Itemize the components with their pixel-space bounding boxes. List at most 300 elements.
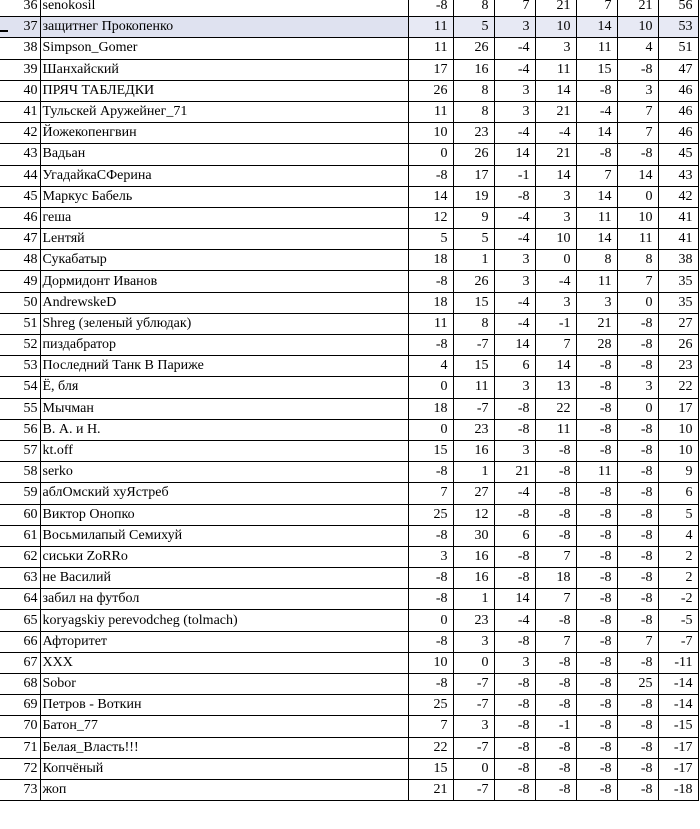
team-name-cell[interactable]: Копчёный: [40, 758, 408, 779]
score-cell[interactable]: 14: [576, 17, 617, 38]
score-cell[interactable]: 3: [535, 186, 576, 207]
table-row[interactable]: [0, 292, 698, 313]
score-cell[interactable]: -4: [535, 123, 576, 144]
table-row[interactable]: [0, 525, 698, 546]
table-row[interactable]: [0, 504, 698, 525]
score-cell[interactable]: 7: [535, 335, 576, 356]
score-cell[interactable]: -8: [576, 589, 617, 610]
total-points-cell[interactable]: -2: [658, 589, 698, 610]
team-name-cell[interactable]: Сукабатыр: [40, 250, 408, 271]
score-cell[interactable]: -4: [494, 483, 535, 504]
team-name-cell[interactable]: Маркус Бабель: [40, 186, 408, 207]
score-cell[interactable]: 18: [408, 250, 453, 271]
score-cell[interactable]: 14: [535, 356, 576, 377]
total-points-cell[interactable]: 46: [658, 101, 698, 122]
score-cell[interactable]: 5: [453, 17, 494, 38]
rank-cell[interactable]: 66: [0, 631, 40, 652]
table-row[interactable]: [0, 462, 698, 483]
total-points-cell[interactable]: 46: [658, 80, 698, 101]
score-cell[interactable]: 14: [576, 229, 617, 250]
score-cell[interactable]: -7: [453, 737, 494, 758]
score-cell[interactable]: -8: [576, 737, 617, 758]
team-name-cell[interactable]: senokosil: [40, 0, 408, 17]
score-cell[interactable]: 17: [408, 59, 453, 80]
score-cell[interactable]: 3: [576, 292, 617, 313]
score-cell[interactable]: 21: [617, 0, 658, 17]
total-points-cell[interactable]: 17: [658, 398, 698, 419]
team-name-cell[interactable]: Ё, бля: [40, 377, 408, 398]
rank-cell[interactable]: 47: [0, 229, 40, 250]
score-cell[interactable]: 30: [453, 525, 494, 546]
score-cell[interactable]: -8: [535, 652, 576, 673]
rank-cell[interactable]: 37: [0, 17, 40, 38]
total-points-cell[interactable]: -5: [658, 610, 698, 631]
score-cell[interactable]: -1: [494, 165, 535, 186]
rank-cell[interactable]: 45: [0, 186, 40, 207]
rank-cell[interactable]: 42: [0, 123, 40, 144]
rank-cell[interactable]: 38: [0, 38, 40, 59]
score-cell[interactable]: -4: [494, 610, 535, 631]
total-points-cell[interactable]: -18: [658, 779, 698, 800]
total-points-cell[interactable]: -15: [658, 716, 698, 737]
score-cell[interactable]: 15: [453, 292, 494, 313]
table-row[interactable]: [0, 313, 698, 334]
team-name-cell[interactable]: Вадьан: [40, 144, 408, 165]
score-cell[interactable]: -4: [494, 207, 535, 228]
table-row[interactable]: [0, 144, 698, 165]
score-cell[interactable]: 3: [494, 652, 535, 673]
score-cell[interactable]: 15: [576, 59, 617, 80]
score-cell[interactable]: 19: [453, 186, 494, 207]
score-cell[interactable]: -1: [535, 716, 576, 737]
score-cell[interactable]: -8: [494, 758, 535, 779]
total-points-cell[interactable]: 42: [658, 186, 698, 207]
score-cell[interactable]: 7: [617, 123, 658, 144]
score-cell[interactable]: -8: [617, 758, 658, 779]
score-cell[interactable]: 1: [453, 462, 494, 483]
rank-cell[interactable]: 64: [0, 589, 40, 610]
score-cell[interactable]: -8: [576, 631, 617, 652]
team-name-cell[interactable]: УгадайкаСФерина: [40, 165, 408, 186]
score-cell[interactable]: -8: [617, 568, 658, 589]
score-cell[interactable]: 21: [576, 313, 617, 334]
score-cell[interactable]: 8: [576, 250, 617, 271]
table-row[interactable]: [0, 419, 698, 440]
score-cell[interactable]: -8: [408, 674, 453, 695]
score-cell[interactable]: -8: [617, 440, 658, 461]
score-cell[interactable]: -8: [408, 165, 453, 186]
score-cell[interactable]: -8: [535, 779, 576, 800]
total-points-cell[interactable]: 9: [658, 462, 698, 483]
score-cell[interactable]: 3: [535, 292, 576, 313]
score-cell[interactable]: 11: [576, 38, 617, 59]
table-row[interactable]: [0, 80, 698, 101]
score-cell[interactable]: 11: [453, 377, 494, 398]
team-name-cell[interactable]: аблОмский хуЯстреб: [40, 483, 408, 504]
total-points-cell[interactable]: 51: [658, 38, 698, 59]
score-cell[interactable]: -7: [453, 335, 494, 356]
score-cell[interactable]: 3: [453, 716, 494, 737]
total-points-cell[interactable]: -7: [658, 631, 698, 652]
score-cell[interactable]: -8: [576, 758, 617, 779]
score-cell[interactable]: -8: [617, 356, 658, 377]
score-cell[interactable]: -7: [453, 398, 494, 419]
score-cell[interactable]: 9: [453, 207, 494, 228]
score-cell[interactable]: 8: [453, 313, 494, 334]
score-cell[interactable]: 10: [408, 123, 453, 144]
table-row[interactable]: [0, 59, 698, 80]
score-cell[interactable]: 18: [408, 292, 453, 313]
score-cell[interactable]: -8: [576, 504, 617, 525]
score-cell[interactable]: 18: [535, 568, 576, 589]
rank-cell[interactable]: 48: [0, 250, 40, 271]
score-cell[interactable]: -8: [576, 377, 617, 398]
score-cell[interactable]: -8: [576, 483, 617, 504]
table-row[interactable]: [0, 589, 698, 610]
table-row[interactable]: [0, 483, 698, 504]
score-cell[interactable]: -8: [535, 525, 576, 546]
total-points-cell[interactable]: -17: [658, 737, 698, 758]
total-points-cell[interactable]: 10: [658, 440, 698, 461]
team-name-cell[interactable]: забил на футбол: [40, 589, 408, 610]
team-name-cell[interactable]: koryagskiy perevodcheg (tolmach): [40, 610, 408, 631]
score-cell[interactable]: 23: [453, 610, 494, 631]
score-cell[interactable]: -8: [494, 398, 535, 419]
score-cell[interactable]: -8: [535, 674, 576, 695]
score-cell[interactable]: 0: [408, 144, 453, 165]
score-cell[interactable]: -8: [617, 695, 658, 716]
score-cell[interactable]: 7: [535, 631, 576, 652]
score-cell[interactable]: 16: [453, 546, 494, 567]
score-cell[interactable]: -8: [617, 737, 658, 758]
score-cell[interactable]: -8: [535, 695, 576, 716]
score-cell[interactable]: 3: [535, 207, 576, 228]
score-cell[interactable]: -8: [576, 80, 617, 101]
score-cell[interactable]: -8: [576, 398, 617, 419]
total-points-cell[interactable]: 5: [658, 504, 698, 525]
score-cell[interactable]: 11: [576, 271, 617, 292]
total-points-cell[interactable]: -14: [658, 674, 698, 695]
score-cell[interactable]: 0: [617, 398, 658, 419]
score-cell[interactable]: 26: [408, 80, 453, 101]
table-row[interactable]: [0, 250, 698, 271]
score-cell[interactable]: 22: [408, 737, 453, 758]
score-cell[interactable]: -8: [617, 610, 658, 631]
score-cell[interactable]: -7: [453, 695, 494, 716]
rank-cell[interactable]: 63: [0, 568, 40, 589]
rank-cell[interactable]: 44: [0, 165, 40, 186]
score-cell[interactable]: 11: [576, 207, 617, 228]
table-row[interactable]: [0, 695, 698, 716]
score-cell[interactable]: 10: [408, 652, 453, 673]
score-cell[interactable]: -8: [408, 525, 453, 546]
score-cell[interactable]: -8: [535, 483, 576, 504]
rank-cell[interactable]: 43: [0, 144, 40, 165]
score-cell[interactable]: 13: [535, 377, 576, 398]
rank-cell[interactable]: 68: [0, 674, 40, 695]
total-points-cell[interactable]: 27: [658, 313, 698, 334]
team-name-cell[interactable]: Мычман: [40, 398, 408, 419]
score-cell[interactable]: -4: [494, 59, 535, 80]
score-cell[interactable]: -8: [408, 462, 453, 483]
score-cell[interactable]: 8: [453, 101, 494, 122]
score-cell[interactable]: 26: [453, 38, 494, 59]
score-cell[interactable]: 8: [453, 80, 494, 101]
score-cell[interactable]: -8: [494, 674, 535, 695]
rank-cell[interactable]: 70: [0, 716, 40, 737]
score-cell[interactable]: 7: [576, 165, 617, 186]
score-cell[interactable]: -8: [576, 419, 617, 440]
score-cell[interactable]: 7: [617, 271, 658, 292]
team-name-cell[interactable]: XXX: [40, 652, 408, 673]
score-cell[interactable]: 5: [453, 229, 494, 250]
total-points-cell[interactable]: 26: [658, 335, 698, 356]
total-points-cell[interactable]: 43: [658, 165, 698, 186]
score-cell[interactable]: -8: [535, 758, 576, 779]
table-row[interactable]: [0, 377, 698, 398]
score-cell[interactable]: -8: [617, 483, 658, 504]
table-row[interactable]: [0, 229, 698, 250]
score-cell[interactable]: -8: [617, 525, 658, 546]
score-cell[interactable]: -8: [494, 716, 535, 737]
table-row[interactable]: [0, 779, 698, 800]
total-points-cell[interactable]: 4: [658, 525, 698, 546]
score-cell[interactable]: -8: [617, 589, 658, 610]
team-name-cell[interactable]: пиздабратор: [40, 335, 408, 356]
rank-cell[interactable]: 51: [0, 313, 40, 334]
score-cell[interactable]: 22: [535, 398, 576, 419]
score-cell[interactable]: 7: [408, 716, 453, 737]
table-row[interactable]: [0, 123, 698, 144]
score-cell[interactable]: -8: [494, 779, 535, 800]
rank-cell[interactable]: 53: [0, 356, 40, 377]
score-cell[interactable]: 1: [453, 250, 494, 271]
rank-cell[interactable]: 69: [0, 695, 40, 716]
score-cell[interactable]: 23: [453, 419, 494, 440]
score-cell[interactable]: -8: [494, 568, 535, 589]
score-cell[interactable]: -8: [576, 440, 617, 461]
score-cell[interactable]: 14: [494, 589, 535, 610]
team-name-cell[interactable]: Lентяй: [40, 229, 408, 250]
score-cell[interactable]: -8: [494, 631, 535, 652]
total-points-cell[interactable]: 56: [658, 0, 698, 17]
score-cell[interactable]: 10: [617, 207, 658, 228]
score-cell[interactable]: 3: [617, 377, 658, 398]
total-points-cell[interactable]: -11: [658, 652, 698, 673]
score-cell[interactable]: -8: [617, 546, 658, 567]
table-row[interactable]: [0, 674, 698, 695]
score-cell[interactable]: 5: [408, 229, 453, 250]
score-cell[interactable]: 21: [535, 101, 576, 122]
table-row[interactable]: [0, 165, 698, 186]
score-cell[interactable]: 3: [617, 80, 658, 101]
table-row[interactable]: [0, 546, 698, 567]
score-cell[interactable]: 3: [494, 271, 535, 292]
score-cell[interactable]: -8: [535, 462, 576, 483]
score-cell[interactable]: 27: [453, 483, 494, 504]
score-cell[interactable]: 0: [453, 652, 494, 673]
score-cell[interactable]: -8: [576, 568, 617, 589]
table-row[interactable]: [0, 335, 698, 356]
score-cell[interactable]: 10: [535, 229, 576, 250]
score-cell[interactable]: 7: [576, 0, 617, 17]
score-cell[interactable]: 0: [408, 610, 453, 631]
score-cell[interactable]: 11: [408, 101, 453, 122]
score-cell[interactable]: 3: [535, 38, 576, 59]
table-row[interactable]: [0, 271, 698, 292]
score-cell[interactable]: -8: [576, 652, 617, 673]
total-points-cell[interactable]: -14: [658, 695, 698, 716]
rank-cell[interactable]: 56: [0, 419, 40, 440]
total-points-cell[interactable]: 53: [658, 17, 698, 38]
score-cell[interactable]: -8: [494, 186, 535, 207]
table-row[interactable]: [0, 17, 698, 38]
score-cell[interactable]: 12: [408, 207, 453, 228]
score-cell[interactable]: 3: [494, 80, 535, 101]
score-cell[interactable]: 4: [408, 356, 453, 377]
rank-cell[interactable]: 57: [0, 440, 40, 461]
team-name-cell[interactable]: Дормидонт Иванов: [40, 271, 408, 292]
team-name-cell[interactable]: Виктор Онопко: [40, 504, 408, 525]
score-cell[interactable]: 25: [408, 695, 453, 716]
total-points-cell[interactable]: 41: [658, 207, 698, 228]
rank-cell[interactable]: 67: [0, 652, 40, 673]
score-cell[interactable]: 12: [453, 504, 494, 525]
team-name-cell[interactable]: Батон_77: [40, 716, 408, 737]
team-name-cell[interactable]: защитнег Прокопенко: [40, 17, 408, 38]
score-cell[interactable]: -8: [494, 504, 535, 525]
score-cell[interactable]: -8: [576, 695, 617, 716]
team-name-cell[interactable]: Sobor: [40, 674, 408, 695]
table-row[interactable]: [0, 631, 698, 652]
rank-cell[interactable]: 55: [0, 398, 40, 419]
team-name-cell[interactable]: Восьмилапый Семихуй: [40, 525, 408, 546]
score-cell[interactable]: -8: [494, 546, 535, 567]
score-cell[interactable]: 21: [408, 779, 453, 800]
team-name-cell[interactable]: В. А. и Н.: [40, 419, 408, 440]
score-cell[interactable]: 7: [617, 101, 658, 122]
score-cell[interactable]: 7: [408, 483, 453, 504]
score-cell[interactable]: -8: [617, 59, 658, 80]
rank-cell[interactable]: 39: [0, 59, 40, 80]
score-cell[interactable]: -8: [494, 695, 535, 716]
score-cell[interactable]: 15: [408, 440, 453, 461]
table-row[interactable]: [0, 440, 698, 461]
score-cell[interactable]: 11: [576, 462, 617, 483]
score-cell[interactable]: 25: [617, 674, 658, 695]
team-name-cell[interactable]: Афторитет: [40, 631, 408, 652]
score-cell[interactable]: 11: [535, 419, 576, 440]
team-name-cell[interactable]: геша: [40, 207, 408, 228]
total-points-cell[interactable]: 45: [658, 144, 698, 165]
team-name-cell[interactable]: Белая_Власть!!!: [40, 737, 408, 758]
score-cell[interactable]: -8: [408, 335, 453, 356]
score-cell[interactable]: -7: [453, 674, 494, 695]
score-cell[interactable]: -8: [576, 610, 617, 631]
rank-cell[interactable]: 62: [0, 546, 40, 567]
score-cell[interactable]: -4: [494, 123, 535, 144]
score-cell[interactable]: -8: [576, 546, 617, 567]
score-cell[interactable]: 11: [535, 59, 576, 80]
team-name-cell[interactable]: ПРЯЧ ТАБЛЕДКИ: [40, 80, 408, 101]
rank-cell[interactable]: 54: [0, 377, 40, 398]
score-cell[interactable]: 0: [408, 377, 453, 398]
score-cell[interactable]: 0: [617, 186, 658, 207]
score-cell[interactable]: -8: [535, 610, 576, 631]
rank-cell[interactable]: 58: [0, 462, 40, 483]
score-cell[interactable]: 0: [535, 250, 576, 271]
rank-cell[interactable]: 65: [0, 610, 40, 631]
score-cell[interactable]: -8: [408, 631, 453, 652]
score-cell[interactable]: 14: [535, 80, 576, 101]
score-cell[interactable]: 0: [408, 419, 453, 440]
score-cell[interactable]: -8: [408, 0, 453, 17]
score-cell[interactable]: -1: [535, 313, 576, 334]
score-cell[interactable]: -4: [494, 313, 535, 334]
score-cell[interactable]: 3: [494, 377, 535, 398]
score-cell[interactable]: 14: [576, 186, 617, 207]
score-cell[interactable]: 7: [494, 0, 535, 17]
score-cell[interactable]: -4: [576, 101, 617, 122]
total-points-cell[interactable]: 41: [658, 229, 698, 250]
team-name-cell[interactable]: сиськи ZoRRo: [40, 546, 408, 567]
team-name-cell[interactable]: AndrewskeD: [40, 292, 408, 313]
table-row[interactable]: [0, 38, 698, 59]
score-cell[interactable]: -8: [617, 335, 658, 356]
score-cell[interactable]: 11: [408, 38, 453, 59]
score-cell[interactable]: -8: [617, 779, 658, 800]
score-cell[interactable]: 25: [408, 504, 453, 525]
score-cell[interactable]: 17: [453, 165, 494, 186]
table-row[interactable]: [0, 652, 698, 673]
score-cell[interactable]: -8: [408, 568, 453, 589]
total-points-cell[interactable]: 2: [658, 568, 698, 589]
score-cell[interactable]: 18: [408, 398, 453, 419]
team-name-cell[interactable]: Shreg (зеленый ублюдак): [40, 313, 408, 334]
score-cell[interactable]: 26: [453, 271, 494, 292]
table-row[interactable]: [0, 758, 698, 779]
score-cell[interactable]: 15: [453, 356, 494, 377]
score-cell[interactable]: -8: [535, 504, 576, 525]
total-points-cell[interactable]: 38: [658, 250, 698, 271]
score-cell[interactable]: -8: [576, 144, 617, 165]
total-points-cell[interactable]: 22: [658, 377, 698, 398]
score-cell[interactable]: -7: [453, 779, 494, 800]
score-cell[interactable]: -8: [617, 716, 658, 737]
score-cell[interactable]: 3: [453, 631, 494, 652]
score-cell[interactable]: -8: [576, 674, 617, 695]
score-cell[interactable]: 3: [408, 546, 453, 567]
score-cell[interactable]: 14: [617, 165, 658, 186]
score-cell[interactable]: 8: [453, 0, 494, 17]
rank-cell[interactable]: 73: [0, 779, 40, 800]
team-name-cell[interactable]: Петров - Воткин: [40, 695, 408, 716]
score-cell[interactable]: -4: [535, 271, 576, 292]
total-points-cell[interactable]: 35: [658, 271, 698, 292]
score-cell[interactable]: -4: [494, 292, 535, 313]
score-cell[interactable]: 16: [453, 440, 494, 461]
rank-cell[interactable]: 72: [0, 758, 40, 779]
rank-cell[interactable]: 71: [0, 737, 40, 758]
rank-cell[interactable]: 41: [0, 101, 40, 122]
score-cell[interactable]: -8: [617, 462, 658, 483]
score-cell[interactable]: -8: [408, 271, 453, 292]
rank-cell[interactable]: 49: [0, 271, 40, 292]
score-cell[interactable]: 10: [535, 17, 576, 38]
total-points-cell[interactable]: 23: [658, 356, 698, 377]
score-cell[interactable]: -4: [494, 38, 535, 59]
score-cell[interactable]: 3: [494, 440, 535, 461]
